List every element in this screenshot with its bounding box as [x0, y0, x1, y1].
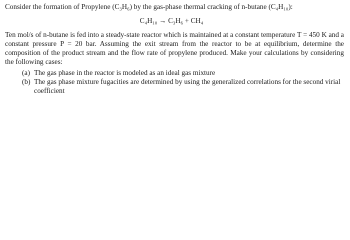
case-text-a: The gas phase in the reactor is modeled as an ideal gas mixture: [34, 69, 216, 77]
problem-paragraph: Ten mol/s of n-butane is fed into a steady-state reactor which is maintained at a constant temperature T = 450 K and a constant pressure P = 20 bar. Assuming the exit stream from the reactor to be at equilibrium, determine the composition of the product stream and the flow rate of propylene produced. Make your calculations by considering the following cases:: [5, 31, 344, 66]
case-marker-b: (b): [22, 78, 31, 86]
problem-intro: Consider the formation of Propylene (C₃H₆) by the gas-phase thermal cracking of n-butane (C₄H₁₀):: [5, 3, 293, 11]
case-item-b: [22, 78, 344, 96]
reaction-equation: C₄H₁₀ → C₃H₆ + CH₄: [139, 17, 204, 25]
problem-statement: [0, 0, 350, 118]
case-item-a: [22, 69, 344, 78]
case-marker-a: (a): [22, 69, 30, 77]
case-list: [5, 69, 344, 96]
case-text-b: The gas phase mixture fugacities are determined by using the generalized correlations for the second virial coefficient: [34, 78, 341, 95]
